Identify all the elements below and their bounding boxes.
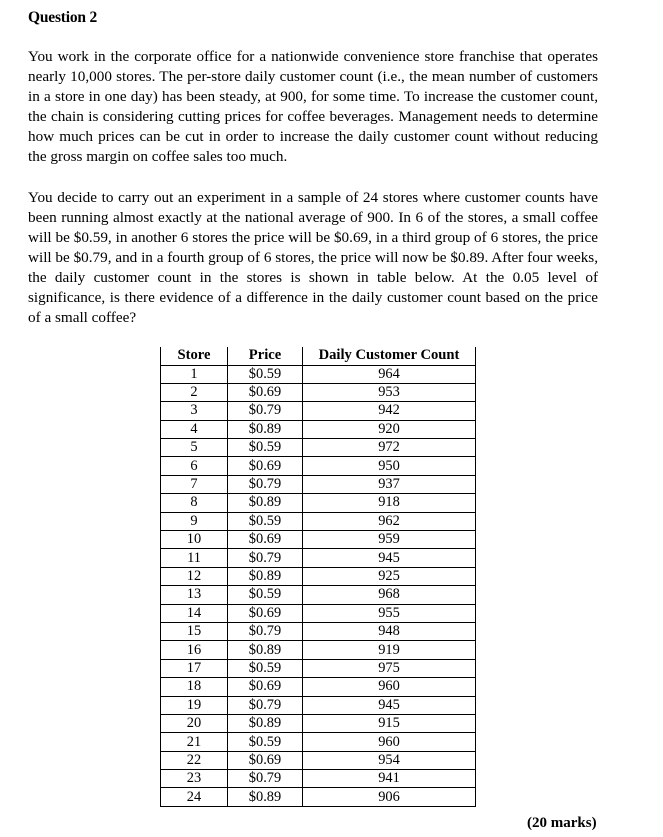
cell-store: 9 [161,512,228,530]
table-row [161,659,476,677]
table-row [161,439,476,457]
cell-price: $0.69 [228,678,303,696]
cell-store: 8 [161,494,228,512]
cell-price: $0.89 [228,494,303,512]
question-paragraph-context: You work in the corporate office for a nationwide convenience store franchise that operates nearly 10,000 stores. The per-store daily customer count (i.e., the mean number of customers in a store in one day) has been steady, at 900, for some time. To increase the customer count, the chain is considering cutting prices for coffee beverages. Management needs to determine how much prices can be cut in order to increase the daily customer count without reducing the gross margin on coffee sales too much. [28,48,598,165]
cell-daily-customer-count: 941 [303,770,476,788]
cell-price: $0.59 [228,365,303,383]
cell-store: 17 [161,659,228,677]
table-header-row [161,347,476,365]
table-row [161,586,476,604]
cell-store: 23 [161,770,228,788]
cell-store: 13 [161,586,228,604]
table-row [161,365,476,383]
cell-store: 18 [161,678,228,696]
question-paragraph-task: You decide to carry out an experiment in a sample of 24 stores where customer counts have been running almost exactly at the national average of 900. In 6 of the stores, a small coffee will be $0.59, in another 6 stores the price will be $0.69, in a third group of 6 stores, the price will be $0.79, and in a fourth group of 6 stores, the price will now be $0.89. After four weeks, the daily customer count in the stores is shown in table below. At the 0.05 level of significance, is there evidence of a difference in the daily customer count based on the price of a small coffee? [28,189,598,326]
cell-store: 6 [161,457,228,475]
cell-price: $0.79 [228,770,303,788]
cell-price: $0.89 [228,420,303,438]
table-row [161,494,476,512]
cell-daily-customer-count: 906 [303,788,476,806]
cell-daily-customer-count: 918 [303,494,476,512]
table-row [161,383,476,401]
table-row [161,567,476,585]
cell-price: $0.89 [228,714,303,732]
cell-daily-customer-count: 948 [303,622,476,640]
cell-daily-customer-count: 960 [303,733,476,751]
marks-label: (20 marks) [527,815,597,831]
cell-daily-customer-count: 942 [303,402,476,420]
table-row [161,733,476,751]
cell-price: $0.69 [228,383,303,401]
cell-price: $0.79 [228,402,303,420]
cell-daily-customer-count: 953 [303,383,476,401]
cell-price: $0.89 [228,641,303,659]
cell-store: 12 [161,567,228,585]
cell-daily-customer-count: 955 [303,604,476,622]
cell-store: 11 [161,549,228,567]
cell-daily-customer-count: 919 [303,641,476,659]
cell-daily-customer-count: 954 [303,751,476,769]
table-row [161,770,476,788]
cell-store: 16 [161,641,228,659]
table-row [161,475,476,493]
cell-price: $0.69 [228,457,303,475]
header-store: Store [161,347,228,365]
table-row [161,604,476,622]
cell-store: 4 [161,420,228,438]
table-row [161,622,476,640]
cell-store: 15 [161,622,228,640]
cell-price: $0.69 [228,604,303,622]
cell-price: $0.89 [228,788,303,806]
cell-daily-customer-count: 968 [303,586,476,604]
cell-daily-customer-count: 915 [303,714,476,732]
cell-daily-customer-count: 950 [303,457,476,475]
cell-daily-customer-count: 925 [303,567,476,585]
cell-price: $0.89 [228,567,303,585]
cell-daily-customer-count: 962 [303,512,476,530]
table-row [161,788,476,806]
header-daily-customer-count: Daily Customer Count [303,347,476,365]
cell-store: 10 [161,531,228,549]
cell-price: $0.59 [228,586,303,604]
cell-store: 3 [161,402,228,420]
table-row [161,714,476,732]
table-row [161,420,476,438]
cell-daily-customer-count: 972 [303,439,476,457]
cell-store: 7 [161,475,228,493]
cell-store: 20 [161,714,228,732]
question-title: Question 2 [28,9,98,26]
cell-price: $0.59 [228,439,303,457]
table-row [161,531,476,549]
cell-price: $0.59 [228,659,303,677]
cell-price: $0.79 [228,696,303,714]
table-row [161,696,476,714]
cell-price: $0.79 [228,622,303,640]
cell-store: 21 [161,733,228,751]
table-row [161,549,476,567]
cell-store: 14 [161,604,228,622]
cell-daily-customer-count: 945 [303,549,476,567]
table-row [161,457,476,475]
cell-price: $0.59 [228,733,303,751]
header-price: Price [228,347,303,365]
cell-price: $0.79 [228,475,303,493]
cell-price: $0.79 [228,549,303,567]
cell-store: 19 [161,696,228,714]
cell-daily-customer-count: 975 [303,659,476,677]
cell-daily-customer-count: 937 [303,475,476,493]
cell-price: $0.69 [228,751,303,769]
cell-daily-customer-count: 964 [303,365,476,383]
customer-count-table [160,347,476,807]
table-row [161,678,476,696]
cell-daily-customer-count: 945 [303,696,476,714]
table-body [161,365,476,806]
cell-daily-customer-count: 960 [303,678,476,696]
table-row [161,751,476,769]
cell-store: 24 [161,788,228,806]
cell-store: 5 [161,439,228,457]
cell-price: $0.69 [228,531,303,549]
cell-store: 2 [161,383,228,401]
cell-store: 22 [161,751,228,769]
cell-daily-customer-count: 920 [303,420,476,438]
table-row [161,512,476,530]
cell-store: 1 [161,365,228,383]
table-row [161,402,476,420]
table-row [161,641,476,659]
cell-daily-customer-count: 959 [303,531,476,549]
cell-price: $0.59 [228,512,303,530]
